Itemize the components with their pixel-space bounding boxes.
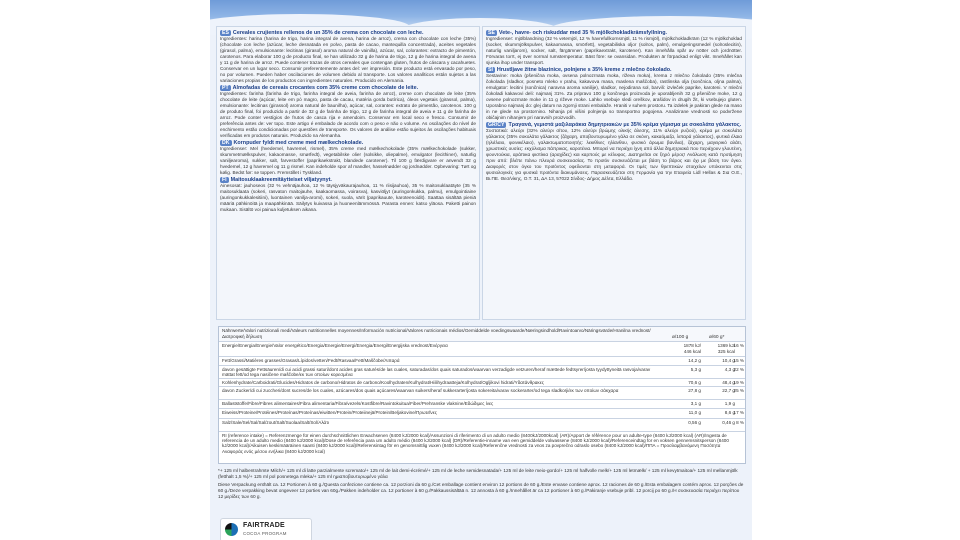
- language-block-es: [220, 30, 476, 84]
- language-block-text: Συστατικά: αλεύρι (32% αλεύρι σίτου, 12% αλεύρι βρώμης ολικής άλεσης, 11% αλεύρι ρυζιού), κρέμα με σοκολάτα γάλακτος (35% σοκολάτα γάλακτος (ζάχαρη, αποβουτυρωμένο γάλα σε σκόνη, κακαόμαζα, λιπαρά γάλακτος), φυτικά έλαια (ηλιέλαιο, φοινικέλαιο), γαλακτωματοποιητής: λεκιθίνες ηλίανθου, φυσικό άρωμα βανίλια), ζάχαρη, μαγειρικό αλάτι, χρωστικές ουσίες: εκχύλισμα πάπρικας, καροτένια. Μπορεί να περιέχει ίχνη από άλλα δημητριακά που περιέχουν γλουτένη, φουντούκια, αράπικα φιστίκια (αραχίδες) και καρπούς με κέλυφος. Διατηρείται σε ξηρό μέρος! Ανάλωση κατά προτίμηση πριν από: βλέπε πάνω πλευρά συσκευασίας. Το προϊόν συσκευάζεται με βάση το βάρος και όχι με βάση τον όγκο. Διαφορές στον όγκο του προϊόντος οφείλονται στη μεταφορά. Οι τιμές των θρεπτικών στοιχείων υπόκεινται στις φυσιολογικές για φυσικά προϊόντα διακυμάνσεις. Παρασκευάζεται στη Γερμανία για την Εταιρεία Lidl Hellas & Σια Ο.Ε., Βι.ΠΕ. Θεσ/νίκης, Ο.Τ. 31, ΔΑ 13, 57022 Σίνδος- Δήμος Δέλτα, Ελλάδα.: [486, 128, 742, 182]
- nutrient-label: Eiweiss/Proteine/Protéines/Proteínas/Proteínas/eiwitten/Protein/Proteiinejä/Protein/Beljakovine/Πρωτεΐνες: [222, 410, 437, 415]
- nutrition-table: [218, 326, 746, 464]
- language-block-title-text: Maitosuklaakreemitäytteiset viljatyynyt.: [230, 177, 332, 184]
- value-per-60g: 1,9 g: [724, 401, 735, 406]
- nutrient-label: Energie/Energia/Energie/Valor energético/Energia/Energie/Energi/Energia/Energi/Energijska vrednost/Ενέργεια: [222, 343, 448, 348]
- language-code-badge: FI: [222, 177, 227, 184]
- left-text-panel: [216, 26, 480, 320]
- milk-note: *+ 125 ml halbentrahmte Milch/+ 125 ml di latte parzialmente scremato/+ 125 ml de lait demi-écrémé/+ 125 ml de leche semidesnatada/+ 125 ml de leite meio-gordo/+ 125 ml halfvolle melk/+ 125 ml letmælk/ + 125 ml kevytmaitoa/+ 125 ml mellanmjölk (fetthalt 1,5 %)/+ 125 ml pol posnetega mleka/+ 125 ml ημιαποβουτυρωμένο γάλα: [218, 468, 738, 479]
- right-language-column: [486, 30, 742, 183]
- value-per-60g: 4,3 g: [724, 367, 735, 372]
- nutrition-row: [219, 386, 745, 400]
- language-code-badge: ES: [222, 30, 229, 36]
- language-block-title-text: Cereales crujientes rellenos de un 35% de crema con chocolate con leche.: [232, 30, 424, 36]
- reference-intake-percent: 22 %: [733, 367, 744, 372]
- fairtrade-mark-icon: [225, 523, 238, 536]
- language-block-text: Ainesosat: jauhoseos (32 % vehnäjauhoa, 12 % täysjyväkaurajauhoa, 11 % riisijauhoa), 35 % maitosuklaatäyte (35 % maitosuklaata (sokeri, rasvaton maitojauhe, kaakaomassa, voirasva), kasviöljyt (auringonkukka, palmu), emulgointiaine (auringonkukkalesitiini), luontainen vanilja-aromi), sokeri, suola, värit (paprikauute, karoteenoidit). Saattaa sisältää pieniä määriä pähkinöitä ja maapähkinää. Säilytys kuivassa ja huoneenlämmössä. Parasta ennen: katso yläosa. Paketti painon mukaan. Sisältö voi painua kuljetuksen aikana.: [220, 183, 476, 213]
- reference-intake-percent: 17 %: [733, 410, 744, 415]
- right-text-panel: [482, 26, 746, 320]
- ri-note-row: [219, 431, 745, 463]
- language-block-dk: [220, 140, 476, 176]
- nutrition-row: [219, 341, 745, 357]
- language-block-title-text: Vete-, havre- och riskuddar med 35 % mjölkchokladkrämsfyllning.: [498, 30, 667, 36]
- value-per-60g: 22,7 g: [722, 388, 735, 393]
- product-label-panel: [210, 0, 752, 540]
- value-per-100g: 1878 kJ/ 446 kcal: [683, 343, 701, 354]
- value-per-60g: 8,6 g: [724, 410, 735, 415]
- nutrient-label: Kohlenhydrate/Carboidrati/Glucides/Hidratos de carbono/Hidratos de carbono/Koolhydraten/Kulhydrat/Hiilihydraatteja/Kolhydrat/Ogljikovi hidrati/Υδατάνθρακες: [222, 380, 544, 385]
- language-block-text: Ingredienser: Mel (hvedemel, havremel, rismel), 35% creme med mælkechokolade (35% mælkechokolade (sukker, skummetmælkspulver, kakaomasse, smørfedt), vegetabilske olier (solsikke, oliepalme), emulgator (lecithiner), naturlig vaniljearoma), sukker, salt, farvestoffer (paprikaekstrakt, blandede carotener). Til 100 g færdigvare er anvendt 32 g hvedemel, 12 g havremel og 11 g rismel. Kan indeholde spor af mandler, hasselnødder og jordnødder. Opbevaring: Tørt og kølig. Bedst før: se toppen. Fremstillet i Tyskland.: [220, 146, 476, 176]
- language-block-se: [486, 30, 742, 66]
- value-per-100g: 11,0 g: [688, 410, 701, 415]
- value-per-60g: 10,4 g: [722, 358, 735, 363]
- per-100g-header: ø/100 g: [672, 335, 689, 340]
- nutrient-label: Fett/Grassi/Matières grasses/Grasas/Lípidos/vetten/Fedt/Rasvaa/Fett/Maščobe/Λιπαρά: [222, 358, 400, 363]
- left-language-column: [220, 30, 476, 214]
- nutrition-header: [219, 327, 745, 341]
- language-block-text: Ingredientes: harina (harina de trigo, harina integral de avena, harina de arroz), crema con chocolate con leche (35%) (chocolate con leche (azúcar, leche desnatada en polvo, pasta de cacao, mantequilla concentrada), aceites vegetales (girasol, palma), emulsionante: lecitinas (girasol) aroma natural de vainilla), azúcar, sal, colorantes: extracto de pimentón, carotenos. Para elaborar 100 g de producto final, se han utilizado 32 g de harina de trigo, 12 g de harina integral de avena y 11 g de harina de arroz. Puede contener trazas de otros cereales que contengan gluten, frutos de cáscara y cacahuetes. Conservar en un lugar seco. Consumir preferentemente antes del: ver impresión. Este producto está envasado por peso, no por volumen. Pueden haber oscilaciones de volumen debido al transporte. Los valores analíticos están sujetos a las variaciones propias de los productos con ingredientes naturales. Producido en Alemania.: [220, 36, 476, 84]
- language-block-fi: [220, 177, 476, 213]
- reference-intake-percent: 16 %: [733, 343, 744, 348]
- value-per-100g: 3,1 g: [690, 401, 701, 406]
- reference-intake-percent: 8 %: [736, 420, 744, 425]
- value-per-100g: 27,8 g: [688, 388, 701, 393]
- language-block-title-text: Almofadas de cereais crocantes com 35% creme com chocolate de leite.: [232, 85, 419, 92]
- value-per-100g: 0,56 g: [688, 420, 701, 425]
- value-per-60g: 1369 kJ/ 325 kcal: [717, 343, 735, 354]
- reference-intake-percent: 15 %: [733, 358, 744, 363]
- language-block-pt: [220, 85, 476, 139]
- language-block-title-text: Kornpuder fyldt med creme med mælkechokolade.: [233, 140, 364, 147]
- nutrient-label: davon Zucker/di cui zuccheri/dont sucres/de los cuales, azúcares/dos quais açúcares/waarvan suikers/heraf sukkerarter/josta sokereita/varav sockerarter/od tega sladkorji/εκ των οποίων σάκχαρα: [222, 388, 619, 393]
- footer-notes: [218, 468, 744, 500]
- nutrition-row: [219, 418, 745, 432]
- language-code-badge: SI: [488, 67, 493, 74]
- reference-intake-percent: 19 %: [733, 380, 744, 385]
- reference-intake-percent: 25 %: [733, 388, 744, 393]
- language-code-badge: DK: [222, 140, 230, 147]
- portions-note: Diese Verpackung enthält ca. 12 Portionen à 60 g./Questa confezione contiene ca. 12 porzioni da 60 g./Cet emballage contient environ 12 portions de 60 g./Este envase contiene aprox. 12 raciones de 60 g./Esta embalagem contém aprox. 12 porções de 60 g./Deze verpakking bevat ongeveer 12 porties van 60g./Pakken indeholder ca. 12 portioner à 60 g./Pakkaussisältää n. 12 annosta à 60 g./Innehållet är ca 12 portioner à 60 g./Pakiranje vsebuje pribl. 12 porcij po 60 g./Η συσκευασία περιέχει περίπου 12 μερίδες των 60 g.: [218, 482, 744, 499]
- fairtrade-logo: [220, 518, 312, 540]
- value-per-60g: 0,46 g: [722, 420, 735, 425]
- language-code-badge: SE: [488, 30, 495, 36]
- nutrient-label: Salz/Sale/Sel/Sal/Sal/zout/Salt/Suolaa/Salt/Sol/Αλάτι: [222, 420, 330, 425]
- language-block-title-text: Τραγανά, γεμιστά μαξιλαράκια δημητριακών με 35% κρέμα γέμισμα με σοκολάτα γάλακτος.: [508, 122, 742, 129]
- ri-note: RI (reference intake) = Referenzmenge für einen durchschnittlichen Erwachsenen (8400 kJ/2000 kcal)/Assunzioni di riferimento di un adulto medio (8400kJ/2000kcal) (AR)/Apport de référence pour un adulte-type (8400 kJ/2000 kcal) (AR)/Ingesta de referencia de un adulto medio (8400 kJ/2000 kcal)/Dose de referência para um adulto médio (8400 kJ/2000 kcal) (DR)/Referentie-inname van een gemiddelde volwassene (8400 kJ/2000 kcal)/Referenceindtag for en voksen gennemsnitsperson (8400 kJ/2000 kcal)/Aikuisen keskimääräinen saanti (8400 kJ/2000 kcal)/Referensintag för en genomsnittlig vuxen (8400 kJ/2000 kcal)/Referenčne vrednosti za vnos za povprečno odraslo osebo (8400 kJ/2000 kcal)/ΠΠΑ = Προσλαμβανόμενη Ποσότητα Αναφοράς ενός μέσου ενήλικα (8400 kJ/2000 kcal): [222, 433, 729, 454]
- value-per-100g: 5,3 g: [690, 367, 701, 372]
- value-per-100g: 14,2 g: [688, 358, 701, 363]
- fairtrade-logo-sub: COCOA PROGRAM: [243, 531, 287, 536]
- language-block-text: Ingredientes: farinha (farinha de trigo, farinha integral de aveia, farinha de arroz), creme com chocolate de leite (35% chocolate de leite (açúcar, leite em pó magro, pasta de cacau, matéria gorda butírica), óleos vegetais (girassol, palma), emulsionante: lecitinas (girassol) aroma natural de baunilha), açúcar, sal, corantes: extrato de pimentão, carotenos. 100 g de produto final, foi produzido a partir de 32 g de farinha de trigo, 12 g de farinha integral de aveia e 11 g de farinha de arroz. Pode conter vestígios de frutos de casca rija e amendoim. Conservar em local seco e fresco. Consumir de preferência antes de: ver topo. Este artigo é embalado de acordo com o peso e não o volume. As oscilações do nível de enchimento estão condicionadas por questões de transporte. Os valores de análise estão sujeitos às oscilações habituais verificadas em produtos naturais. Produzido na Alemanha.: [220, 91, 476, 139]
- nutrition-header-label: Nährwerte/Valori nutrizionali medi/Valeurs nutritionnelles moyennes/Información nutricional/Valores nutricionais médios/Gemiddelde voedingswaarde/Næringsindhold/Ravintoarvo/Näringsvärde/Hranilna vrednost/Διατροφική δήλωση: [222, 328, 651, 339]
- value-per-60g: 48,4 g: [722, 380, 735, 385]
- per-60g-header: ø/60 g*: [709, 335, 725, 340]
- language-code-badge: GR/CY: [488, 122, 505, 129]
- language-block-si: [486, 67, 742, 121]
- language-block-text: Sestavine: moka (pšenična moka, ovsena polnozrnata moka, riževa moka), krema z mlečno čokolado (35% mlečna čokolada (sladkor, posneto mleko v prahu, kakavova masa, maslena maščoba), rastlinska olja (sončnica, oljna palma), emulgator: lecitini (sončnica) naravna aroma vanilije), sladkor, nejodirana sol, barvili: izvleček paprike, karoteni. V mlečni čokoladi kakavovi deli: najmanj 31%. Za pripravo 100 g končnega proizvoda je uporabljenih 32 g pšenične moke, 12 g ovsene polnozrnate moke in 11 g riževe moke. Lahko vsebuje sledi oreškov, arašidov in drugih žit, ki vsebujejo gluten. Uporabno najmanj do: glej datum na zgornji strani embalaže. Hraniti v suhem prostoru. Ta izdelek je pakiran glede na maso in ne glede na prostornino. Nihanja pri višini polnjenja so transportno pogojena. Analizirane vrednosti so podvržene običajnim nihanjem pri naravnih proizvodih.: [486, 73, 742, 121]
- language-block-gr-cy: [486, 122, 742, 182]
- nutrient-label: davon gesättigte Fettsäuren/di cui acidi grassi saturi/dont acides gras saturés/de las cuales, saturadas/dos quais saturados/waarvan verzadigde vetzuren/heraf mættede fedtsyrer/josta tyydyttyneitä rasvoja/varav mättat fett/od tega nasičene maščobe/εκ των οποίων κορεσμένα: [222, 367, 651, 378]
- language-block-title-text: Hrustljave žitne blazinice, polnjene s 35% kreme z mlečno čokolado.: [496, 67, 672, 74]
- nutrient-label: Ballaststoffe/Fibre/Fibres alimentaires/Fibra alimentaria/Fibra/vezels/Kostfibre/Ravintokuitua/Fiber/Prehranske vlaknine/Εδώδιμες ίνες: [222, 401, 494, 406]
- nutrition-row: [219, 365, 745, 379]
- fairtrade-logo-name: FAIRTRADE: [243, 522, 285, 529]
- language-block-text: Ingredienser: mjölblandning (32 % vetemjöl, 12 % havrefullkornsmjöl, 11 % rismjöl), mjölkchokladkräm (12 % mjölkchoklad (socker, skummjölkspulver, kakaomassa, smörfett), vegetabiliska oljor (solros, palm), emulgeringsmedel (solroslecitin), naturlig vaniljarom), socker, salt, färgämnen (paprikaextrakt, karotener). Kan innehålla spår av nötter och jordnötter. Förvaras torrt, ej över normal rumstemperatur. Bäst före: se ovansidan. Produkten är förpackad enligt vikt. Innehållet kan sjunka ihop under transport.: [486, 36, 742, 66]
- value-per-100g: 70,6 g: [688, 380, 701, 385]
- language-code-badge: PT: [222, 85, 229, 92]
